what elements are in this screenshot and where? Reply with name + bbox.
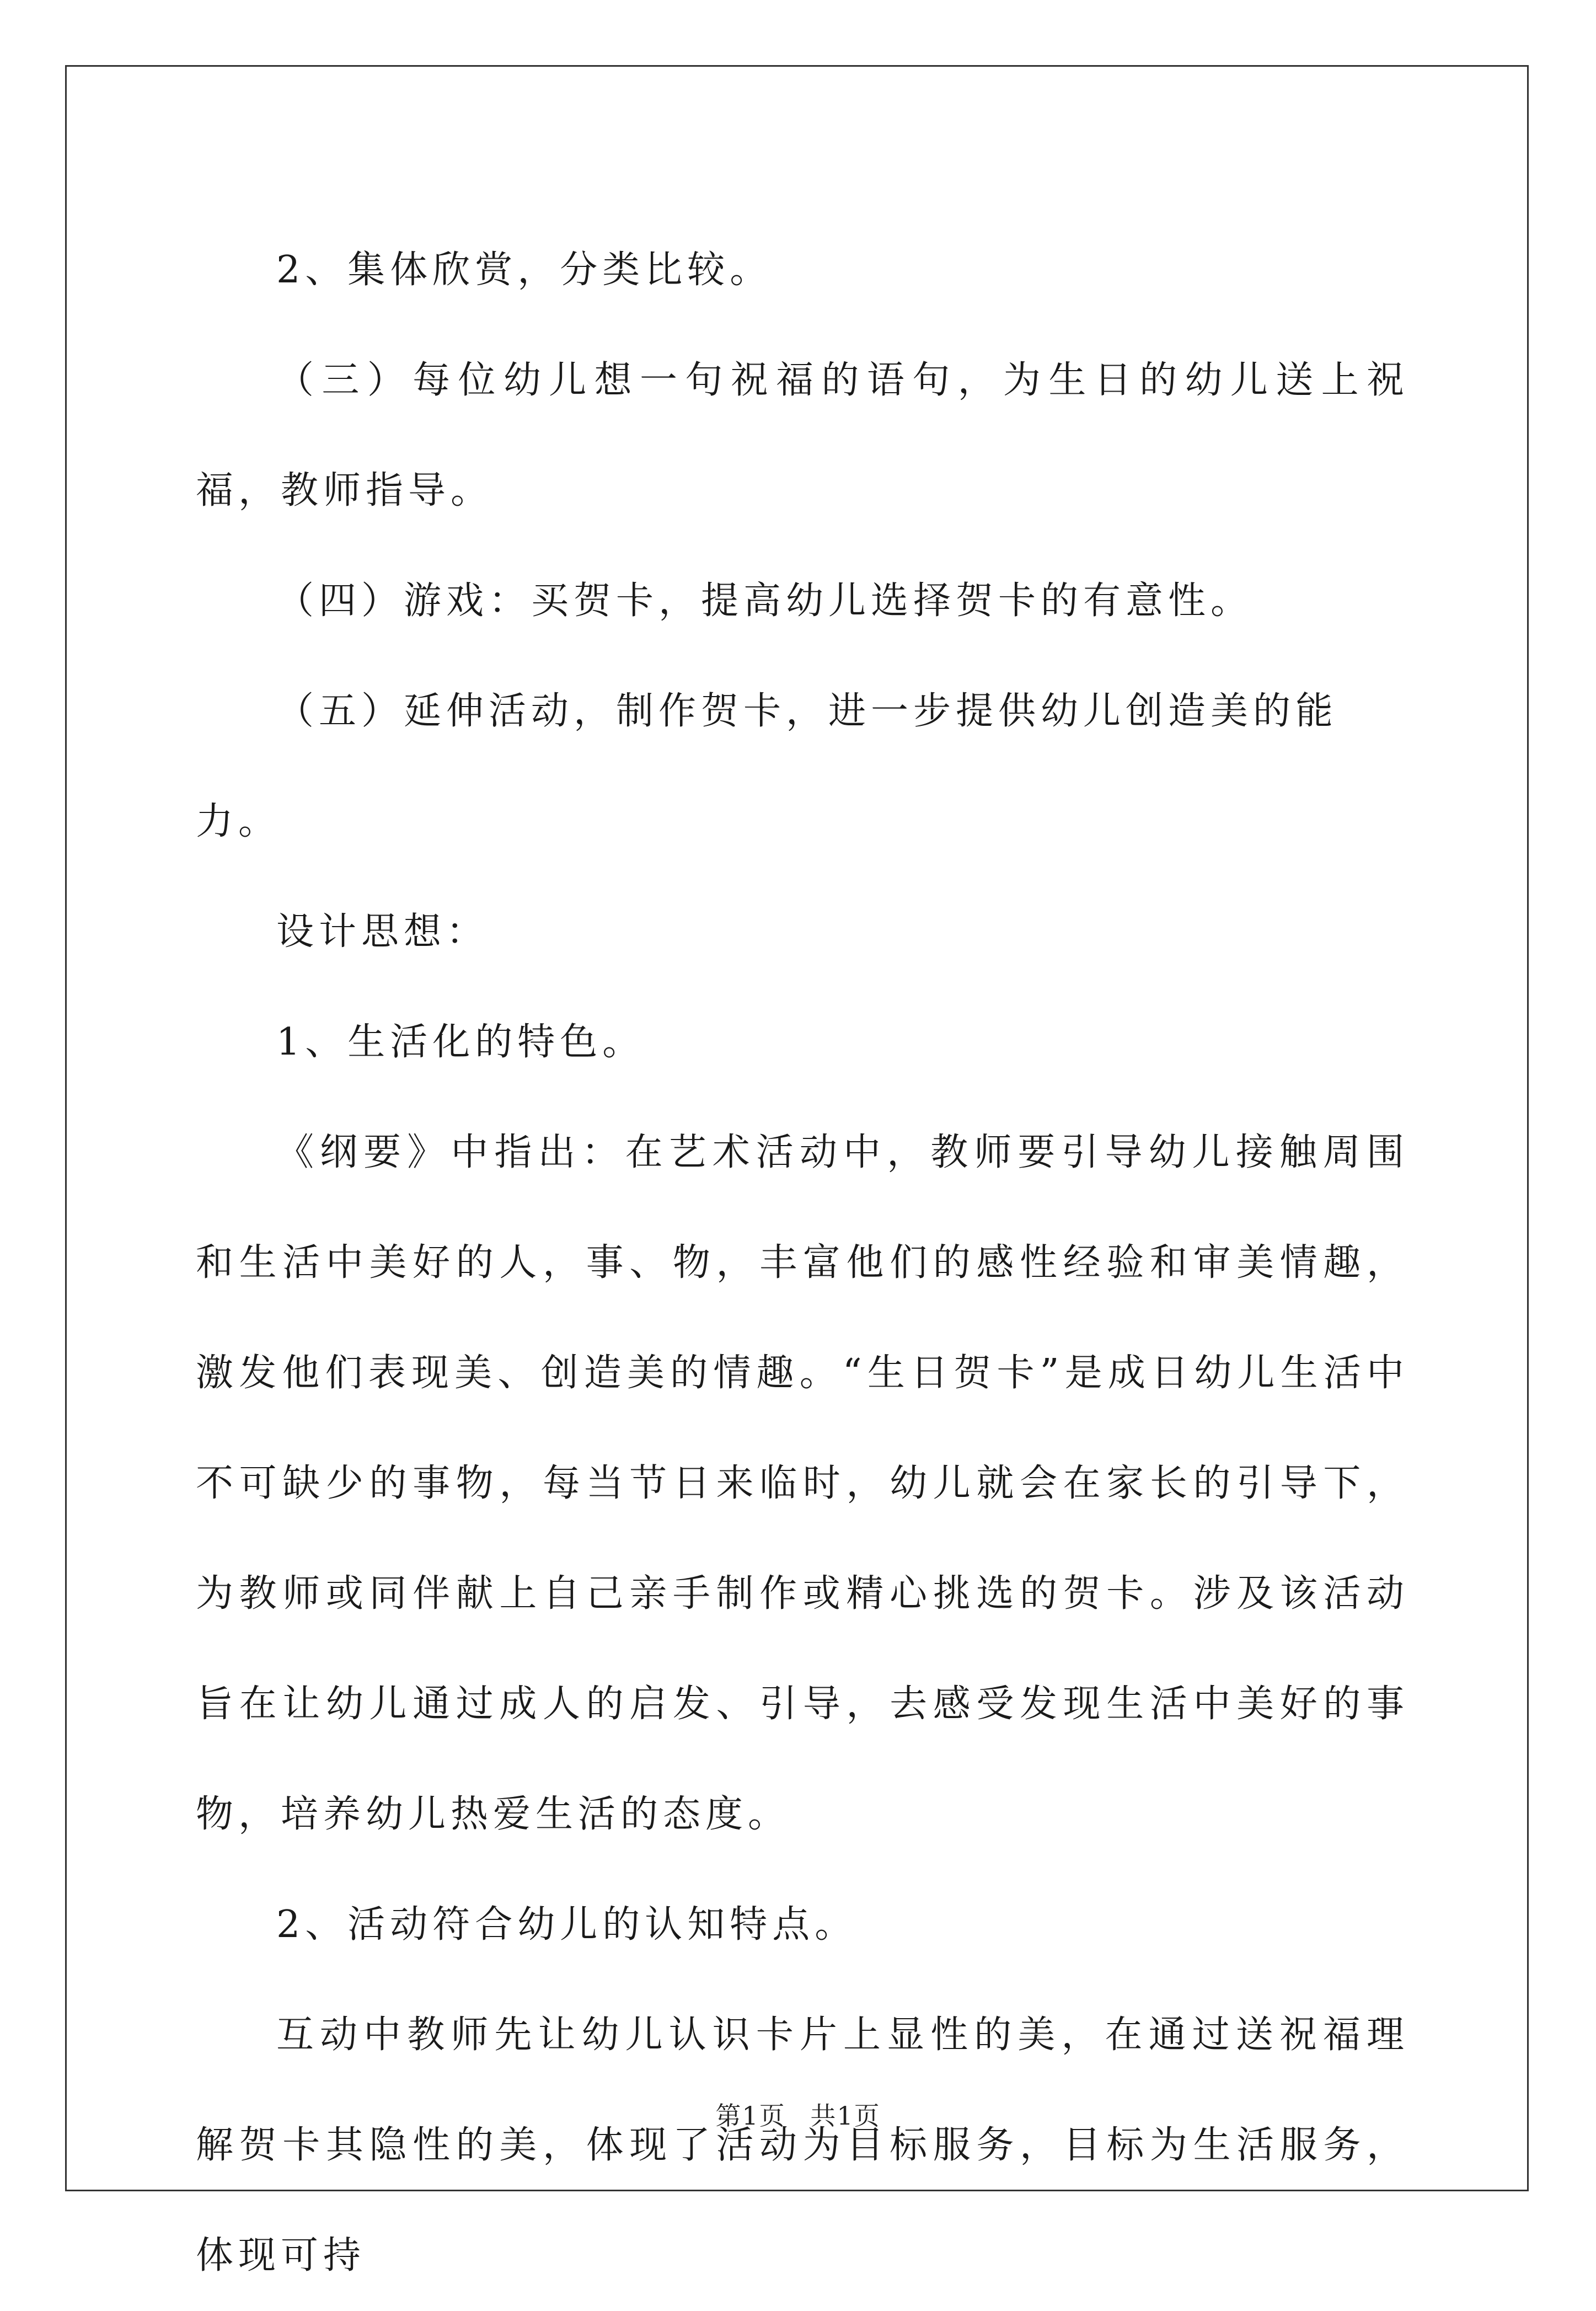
paragraph: （四）游戏：买贺卡，提高幼儿选择贺卡的有意性。	[276, 579, 1254, 623]
paragraph: 互动中教师先让幼儿认识卡片上显性的美，在通过送祝福理解贺卡其隐性的美，体现了活动为目标服务，目标为生活服务，体现可持	[196, 2013, 1409, 2277]
paragraph: （三）每位幼儿想一句祝福的语句，为生日的幼儿送上祝福，教师指导。	[196, 359, 1409, 512]
page-number: 第1页	[715, 2101, 786, 2131]
paragraph: （五）延伸活动，制作贺卡，进一步提供幼儿创造美的能力。	[196, 689, 1338, 843]
paragraph: 2、集体欣赏，分类比较。	[276, 248, 773, 292]
document-body	[196, 215, 1409, 2311]
subheading: 1、生活化的特色。	[276, 1020, 645, 1064]
section-heading: 设计思想：	[276, 910, 489, 954]
page-total: 共1页	[810, 2101, 881, 2131]
paragraph: 《纲要》中指出：在艺术活动中，教师要引导幼儿接触周围和生活中美好的人，事、物，丰富他们的感性经验和审美情趣，激发他们表现美、创造美的情趣。“生日贺卡”是成日幼儿生活中不可缺少的事物，每当节日来临时，幼儿就会在家长的引导下，为教师或同伴献上自己亲手制作或精心挑选的贺卡。涉及该活动旨在让幼儿通过成人的启发、引导，去感受发现生活中美好的事物，培养幼儿热爱生活的态度。	[196, 1131, 1409, 1836]
page-footer	[0, 2096, 1596, 2132]
subheading: 2、活动符合幼儿的认知特点。	[276, 1903, 858, 1946]
